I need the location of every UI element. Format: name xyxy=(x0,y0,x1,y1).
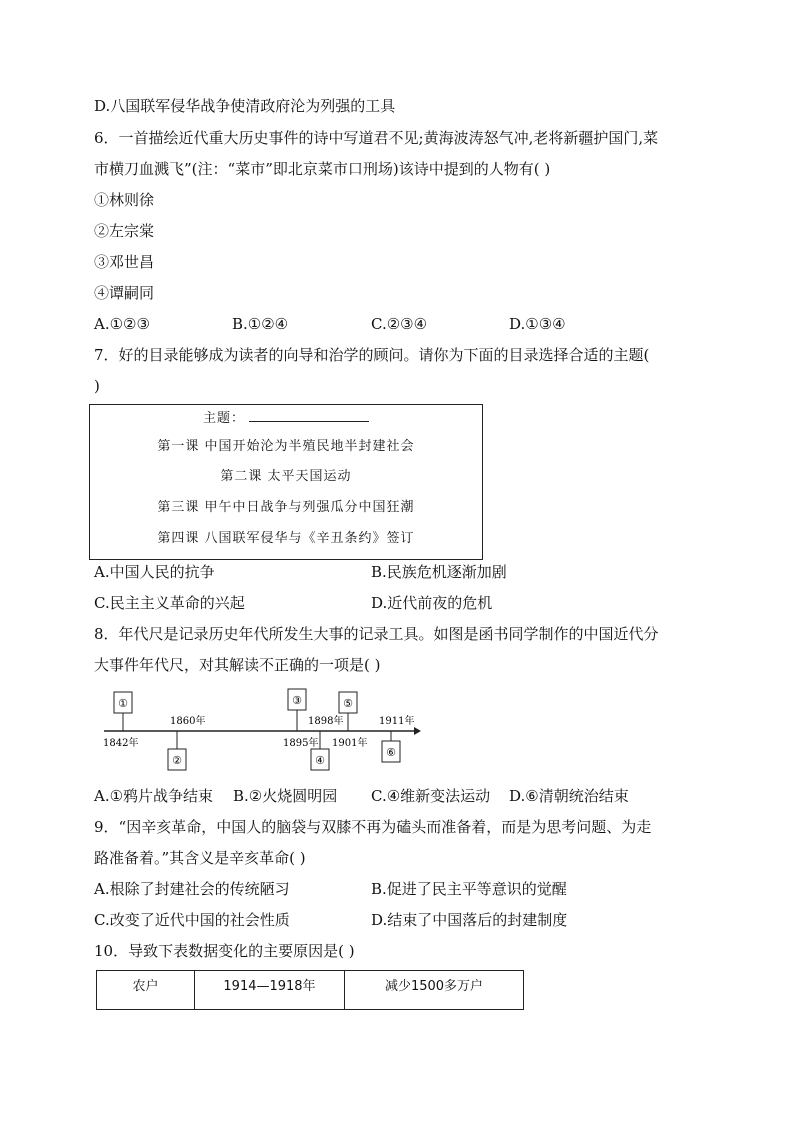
marker-6-label: ⑥ xyxy=(386,746,396,759)
q6-item-4: ④谭嗣同 xyxy=(94,284,155,302)
q9-option-b[interactable]: B.促进了民主平等意识的觉醒 xyxy=(371,880,567,898)
marker-4-label: ④ xyxy=(315,754,325,767)
year-1842: 1842年 xyxy=(103,738,139,749)
q6-item-2: ②左宗棠 xyxy=(94,222,155,240)
table-row xyxy=(97,971,524,1010)
toc-lesson-4: 第四课 八国联军侵华与《辛丑条约》签订 xyxy=(157,531,415,546)
year-1895: 1895年 xyxy=(283,738,319,749)
q8-stem-line1: 8．年代尺是记录历史年代所发生大事的记录工具。如图是函书同学制作的中国近代分 xyxy=(94,625,659,643)
q6-stem-line2: 市横刀血溅飞”(注：“菜市”即北京菜市口刑场)该诗中提到的人物有( ) xyxy=(94,160,551,178)
q8-option-b[interactable]: B.②火烧圆明园 xyxy=(233,787,338,805)
q6-option-d[interactable]: D.①③④ xyxy=(509,315,566,333)
q9-option-a[interactable]: A.根除了封建社会的传统陋习 xyxy=(94,880,290,898)
q7-option-a[interactable]: A.中国人民的抗争 xyxy=(94,563,215,581)
toc-lesson-1: 第一课 中国开始沦为半殖民地半封建社会 xyxy=(157,439,415,454)
q5-option-d: D.八国联军侵华战争使清政府沦为列强的工具 xyxy=(94,97,396,115)
q6-item-1: ①林则徐 xyxy=(94,191,155,209)
q7-option-d[interactable]: D.近代前夜的危机 xyxy=(371,594,493,612)
q9-option-c[interactable]: C.改变了近代中国的社会性质 xyxy=(94,911,290,929)
q6-option-a[interactable]: A.①②③ xyxy=(94,315,150,333)
year-1898: 1898年 xyxy=(308,716,344,727)
q8-option-c[interactable]: C.④维新变法运动 xyxy=(371,787,491,805)
toc-theme-label: 主题： xyxy=(202,411,245,426)
table-cell-change: 减少1500多万户 xyxy=(345,971,524,1010)
year-1901: 1901年 xyxy=(332,738,368,749)
q7-option-b[interactable]: B.民族危机逐渐加剧 xyxy=(371,563,507,581)
marker-2-label: ② xyxy=(172,754,182,767)
marker-3-label: ③ xyxy=(292,694,302,707)
q6-option-c[interactable]: C.②③④ xyxy=(371,315,428,333)
q7-stem-line1: 7．好的目录能够成为读者的向导和治学的顾问。请你为下面的目录选择合适的主题( xyxy=(94,346,650,364)
timeline-arrow-icon xyxy=(414,727,421,735)
q8-option-a[interactable]: A.①鸦片战争结束 xyxy=(94,787,214,805)
q6-item-3: ③邓世昌 xyxy=(94,253,155,271)
marker-1-label: ① xyxy=(118,697,128,710)
table-cell-household: 农户 xyxy=(97,971,195,1010)
q9-option-d[interactable]: D.结束了中国落后的封建制度 xyxy=(371,911,568,929)
q7-option-c[interactable]: C.民主主义革命的兴起 xyxy=(94,594,245,612)
table-cell-period: 1914—1918年 xyxy=(195,971,345,1010)
marker-5-label: ⑤ xyxy=(343,697,353,710)
year-1911: 1911年 xyxy=(379,716,415,727)
q8-stem-line2: 大事件年代尺，对其解读不正确的一项是( ) xyxy=(94,656,381,674)
toc-lesson-2: 第二课 太平天国运动 xyxy=(220,469,352,484)
q7-stem-line2: ) xyxy=(94,377,100,395)
q9-stem-line1: 9．“因辛亥革命，中国人的脑袋与双膝不再为磕头而准备着，而是为思考问题、为走 xyxy=(94,818,652,836)
q10-stem: 10．导致下表数据变化的主要原因是( ) xyxy=(94,942,355,960)
q9-stem-line2: 路准备着。”其含义是辛亥革命( ) xyxy=(94,849,306,867)
q10-data-table xyxy=(96,970,524,1010)
q8-option-d[interactable]: D.⑥清朝统治结束 xyxy=(509,787,629,805)
toc-lesson-3: 第三课 甲午中日战争与列强瓜分中国狂潮 xyxy=(157,500,415,515)
q6-stem-line1: 6．一首描绘近代重大历史事件的诗中写道君不见;黄海波涛怒气冲,老将新疆护国门,菜 xyxy=(94,129,659,147)
q6-option-b[interactable]: B.①②④ xyxy=(232,315,289,333)
year-1860: 1860年 xyxy=(170,716,206,727)
